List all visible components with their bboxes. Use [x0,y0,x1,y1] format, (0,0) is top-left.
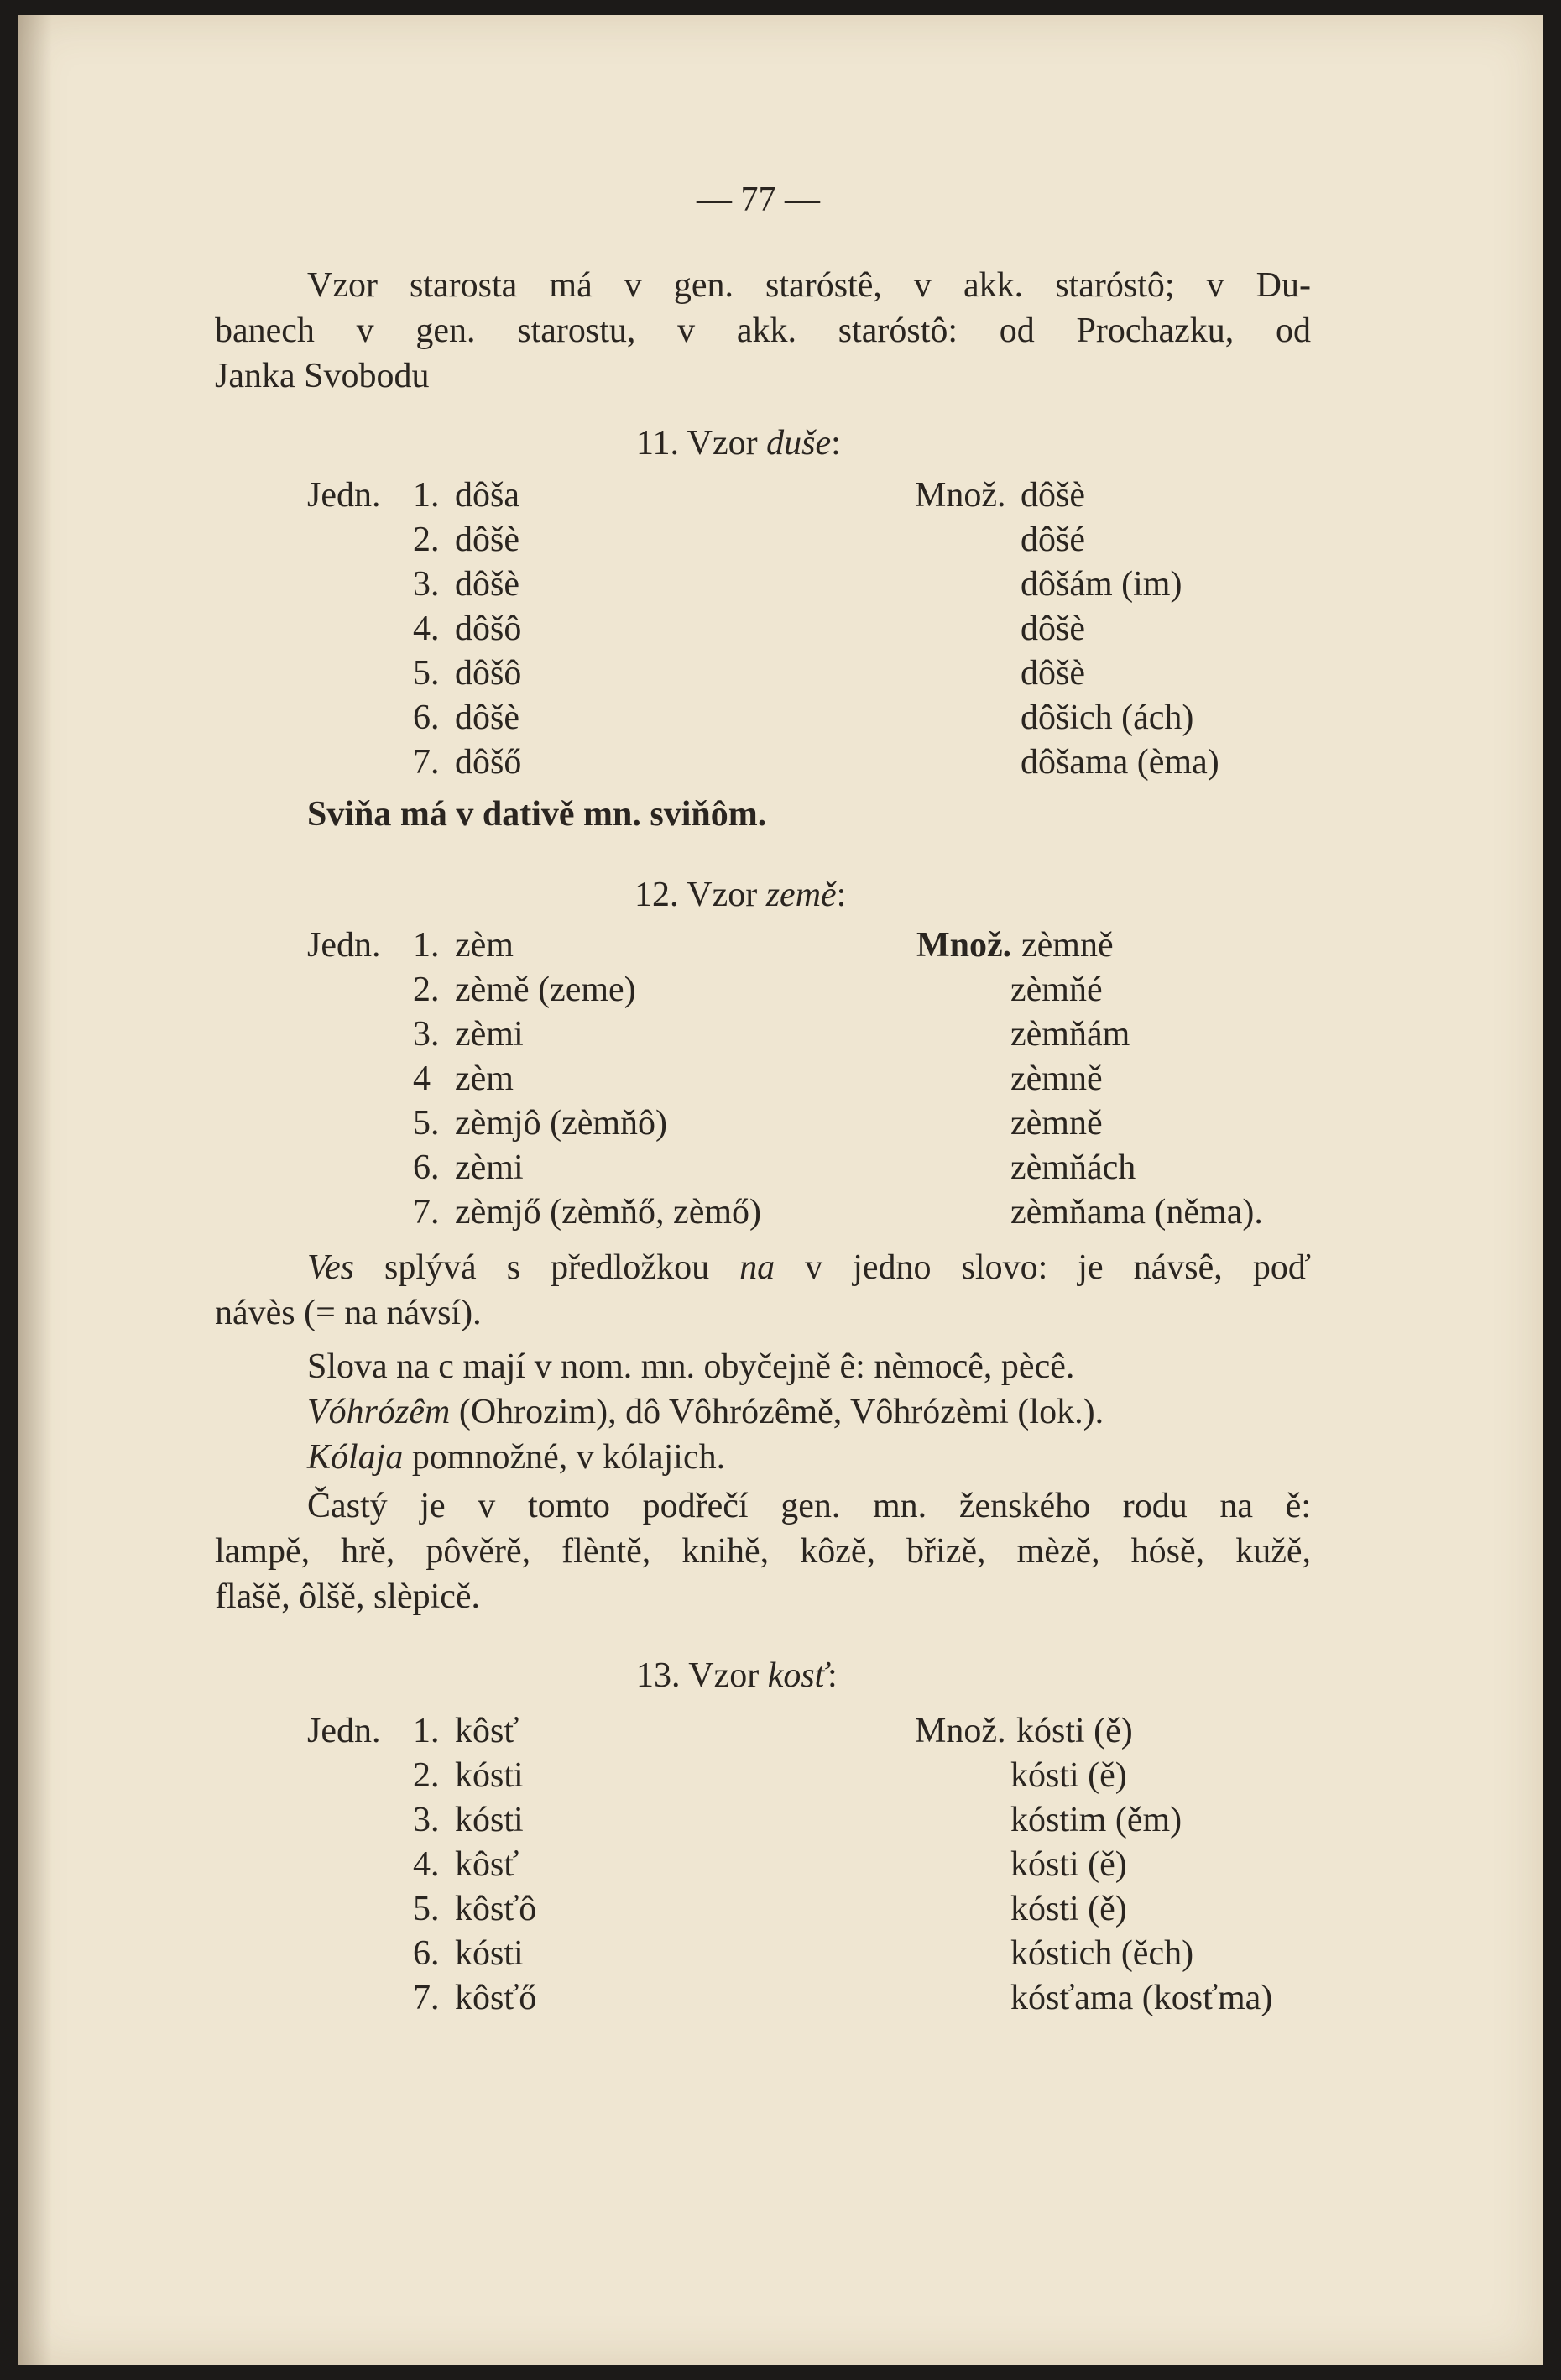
s12-heading-prefix: 12. Vzor [634,876,766,914]
s11-row-2-number: 2. [413,520,440,559]
s11-row-5-number: 5. [413,654,440,693]
s13-heading-word: kosť [767,1656,827,1695]
s11-row-6-number: 6. [413,698,440,737]
s12-jedn-label: Jedn. [307,926,381,965]
note-vohrozem [307,1390,1104,1434]
s12-mnoz-label: Množ. [916,926,1012,965]
page-number: — 77 — [697,180,820,219]
s12-row-7-plural: zèmňama (něma). [1010,1193,1263,1232]
s13-row-2-singular: kósti [455,1756,524,1795]
book-page [18,15,1543,2365]
s13-row-4-number: 4. [413,1845,440,1884]
s12-row-5-plural: zèmně [1010,1104,1103,1143]
s12-heading-word: země [765,876,837,914]
s11-row-1-plural: dôšè [1021,476,1085,515]
s13-row-7-singular: kôsťő [455,1979,537,2017]
s11-row-7-plural: dôšama (èma) [1021,743,1219,782]
s13-row-6-plural: kóstich (ěch) [1010,1934,1194,1973]
s11-row-3-number: 3. [413,565,440,604]
intro-line-3: Janka Svobodu [215,357,430,395]
s11-row-2-plural: dôšé [1021,520,1085,559]
note-ves-na: na [739,1248,775,1287]
note-ves-line-2: návès (= na návsí). [215,1294,482,1332]
s13-heading-suffix: : [827,1656,838,1695]
page-fold-shadow [18,15,52,2365]
s12-heading [634,873,846,917]
s11-mnoz-label: Množ. [915,476,1006,515]
note-vohrozem-rest: (Ohrozim), dô Vôhrózêmě, Vôhrózèmi (lok.). [450,1393,1104,1431]
s11-row-5-plural: dôšè [1021,654,1085,693]
s12-row-4-number: 4 [413,1059,431,1098]
s12-row-3-plural: zèmňám [1010,1015,1130,1054]
s13-row-3-singular: kósti [455,1801,524,1839]
s12-row-5-number: 5. [413,1104,440,1143]
note-casty-line-3: flašě, ôlšě, slèpicě. [215,1577,481,1616]
s13-row-1-plural: kósti (ě) [1016,1712,1133,1750]
s13-row-7-plural: kósťama (kosťma) [1010,1979,1273,2017]
note-slova: Slova na c mají v nom. mn. obyčejně ê: nèmocê, pècê. [307,1347,1075,1386]
s11-row-2-singular: dôšè [455,520,519,559]
s11-heading [636,421,841,465]
s13-row-6-number: 6. [413,1934,440,1973]
s13-mnoz-label: Množ. [915,1712,1006,1750]
s11-row-4-singular: dôšô [455,609,522,648]
s13-row-5-singular: kôsťô [455,1890,537,1928]
s13-row-1-singular: kôsť [455,1712,519,1750]
s12-row-1-number: 1. [413,926,440,965]
s12-row-7-number: 7. [413,1193,440,1232]
s11-row-4-plural: dôšè [1021,609,1085,648]
note-kolaja [307,1436,725,1479]
s12-row-5-singular: zèmjô (zèmňô) [455,1104,668,1143]
intro-line-1: Vzor starosta má v gen. staróstê, v akk. staróstô; v Du- [307,266,1311,305]
intro-line-2: banech v gen. starostu, v akk. staróstô: od Prochazku, od [215,311,1311,350]
note-ves-mid1: splývá s předložkou [354,1248,740,1287]
s13-row-2-plural: kósti (ě) [1010,1756,1127,1795]
s12-row-6-singular: zèmi [455,1148,524,1187]
s11-heading-suffix: : [831,424,841,463]
note-vohrozem-word: Vóhrózêm [307,1393,451,1431]
s11-row-7-singular: dôšő [455,743,522,782]
s11-heading-prefix: 11. Vzor [636,424,767,463]
s13-row-2-number: 2. [413,1756,440,1795]
s12-row-2-plural: zèmňé [1010,970,1103,1009]
s12-row-1-singular: zèm [455,926,514,965]
s11-row-4-number: 4. [413,609,440,648]
s11-row-6-singular: dôšè [455,698,519,737]
s11-row-3-plural: dôšám (im) [1021,565,1182,604]
s11-row-5-singular: dôšô [455,654,522,693]
s13-row-7-number: 7. [413,1979,440,2017]
s13-row-5-number: 5. [413,1890,440,1928]
s12-heading-suffix: : [836,876,847,914]
s12-row-6-plural: zèmňách [1010,1148,1136,1187]
s11-note: Sviňa má v dativě mn. sviňôm. [307,795,767,834]
note-casty-line-1: Častý je v tomto podřečí gen. mn. ženského rodu na ě: [307,1487,1311,1525]
s13-heading [636,1654,838,1697]
s12-row-1-plural: zèmně [1021,926,1114,965]
s11-jedn-label: Jedn. [307,476,381,515]
s11-row-3-singular: dôšè [455,565,519,604]
s13-row-3-plural: kóstim (ěm) [1010,1801,1182,1839]
s13-jedn-label: Jedn. [307,1712,381,1750]
s11-row-1-number: 1. [413,476,440,515]
s11-row-6-plural: dôšich (ách) [1021,698,1194,737]
s12-row-2-number: 2. [413,970,440,1009]
s12-row-3-number: 3. [413,1015,440,1054]
note-kolaja-word: Kólaja [307,1438,404,1477]
s13-row-3-number: 3. [413,1801,440,1839]
s13-row-6-singular: kósti [455,1934,524,1973]
s13-row-1-number: 1. [413,1712,440,1750]
note-kolaja-rest: pomnožné, v kólajich. [403,1438,726,1477]
s11-heading-word: duše [766,424,832,463]
s12-row-4-plural: zèmně [1010,1059,1103,1098]
s12-row-2-singular: zèmě (zeme) [455,970,636,1009]
s12-row-6-number: 6. [413,1148,440,1187]
note-ves-mid2: v jedno slovo: je návsê, poď [775,1248,1311,1287]
note-ves-word: Ves [307,1248,354,1287]
note-casty-line-2: lampě, hrě, pôvěrě, flèntě, knihě, kôzě, břizě, mèzě, hósě, kužě, [215,1532,1311,1571]
s11-row-1-singular: dôša [455,476,519,515]
s13-row-4-plural: kósti (ě) [1010,1845,1127,1884]
note-ves-line-1 [307,1246,1311,1289]
s12-row-4-singular: zèm [455,1059,514,1098]
s11-row-7-number: 7. [413,743,440,782]
s12-row-3-singular: zèmi [455,1015,524,1054]
s13-row-5-plural: kósti (ě) [1010,1890,1127,1928]
s13-heading-prefix: 13. Vzor [636,1656,768,1695]
s13-row-4-singular: kôsť [455,1845,519,1884]
s12-row-7-singular: zèmjő (zèmňő, zèmő) [455,1193,761,1232]
